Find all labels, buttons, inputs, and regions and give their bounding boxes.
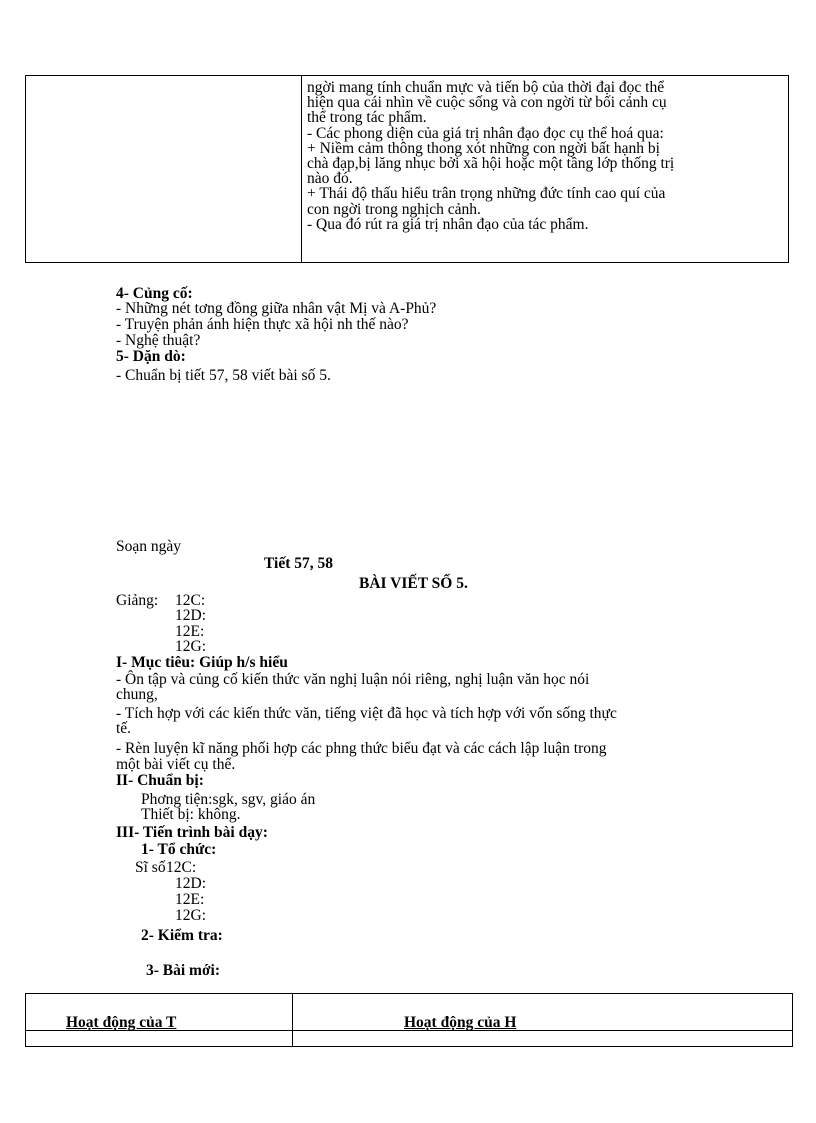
table-column-divider — [301, 76, 302, 262]
cell-line: + Niềm cảm thông thong xót những con ngời bất hạnh bị — [307, 139, 660, 157]
class-label: 12G: — [175, 907, 206, 924]
muctieu-heading: I- Mục tiêu: Giúp h/s hiểu — [116, 654, 288, 671]
muctieu-line: chung, — [116, 686, 158, 703]
activity-table — [25, 993, 793, 1047]
cell-line: - Các phong diện của giá trị nhân đạo đọc cụ thể hoá qua: — [307, 124, 664, 142]
teacher-activity-header: Hoạt động của T — [66, 1014, 177, 1031]
tientrinh-heading: III- Tiến trình bài dạy: — [116, 824, 268, 841]
cell-line: hiện qua cái nhìn về cuộc sống và con ngời từ bối cảnh cụ — [307, 94, 667, 112]
cell-line: con ngời trong nghịch cảnh. — [307, 200, 481, 218]
class-label: 12E: — [175, 891, 205, 908]
dando-heading: 5- Dặn dò: — [116, 348, 186, 365]
cell-line: + Thái độ thấu hiểu trân trọng những đức tính cao quí của — [307, 185, 666, 203]
class-label: 12D: — [175, 607, 206, 624]
cungco-item: - Nghệ thuật? — [116, 332, 201, 349]
cungco-item: - Những nét tơng đồng giữa nhân vật Mị và A-Phủ? — [116, 300, 437, 317]
cell-line: chà đạp,bị lăng nhục bởi xã hội hoặc một tầng lớp thống trị — [307, 155, 675, 173]
cell-line: ngời mang tính chuẩn mực và tiến bộ của thời đại đọc thể — [307, 79, 665, 96]
class-label: 12C: — [166, 859, 197, 876]
kiemtra-heading: 2- Kiểm tra: — [141, 927, 223, 944]
class-label: 12D: — [175, 875, 206, 892]
top-table — [25, 75, 789, 263]
lesson-period: Tiết 57, 58 — [264, 555, 334, 572]
cell-line: thể trong tác phẩm. — [307, 109, 427, 127]
chuanbi-line: Thiết bị: không. — [141, 806, 241, 823]
student-activity-header: Hoạt động của H — [404, 1014, 517, 1031]
giang-label: Giảng: — [116, 592, 159, 609]
top-table-right-cell — [307, 80, 785, 232]
class-label: 12E: — [175, 623, 205, 640]
page-title: BÀI VIẾT SỐ 5. — [359, 575, 468, 592]
chuanbi-line: Phơng tiện:sgk, sgv, giáo án — [141, 791, 316, 808]
muctieu-line: một bài viết cụ thể. — [116, 756, 236, 773]
cungco-item: - Truyện phản ánh hiện thực xã hội nh thế nào? — [116, 316, 409, 333]
dando-item: - Chuẩn bị tiết 57, 58 viết bài số 5. — [116, 367, 331, 384]
baimoi-heading: 3- Bài mới: — [146, 962, 221, 979]
muctieu-line: - Ôn tập và củng cố kiến thức văn nghị luận nói riêng, nghị luận văn học nói — [116, 671, 590, 688]
soan-ngay: Soạn ngày — [116, 538, 182, 555]
class-label: 12C: — [175, 592, 206, 609]
muctieu-line: tế. — [116, 720, 132, 737]
table-column-divider — [292, 994, 293, 1046]
chuanbi-heading: II- Chuẩn bị: — [116, 772, 204, 789]
cell-line: - Qua đó rút ra giá trị nhân đạo của tác phẩm. — [307, 215, 589, 233]
muctieu-line: - Rèn luyện kĩ năng phối hợp các phng thức biểu đạt và các cách lập luận trong — [116, 740, 607, 757]
tochuc-heading: 1- Tổ chức: — [141, 841, 217, 858]
cell-line: nào đó. — [307, 170, 353, 188]
siso-label: Sĩ số — [135, 859, 166, 876]
muctieu-line: - Tích hợp với các kiến thức văn, tiếng việt đã học và tích hợp với vốn sống thực — [116, 705, 617, 722]
cungco-heading: 4- Củng cố: — [116, 285, 193, 302]
class-label: 12G: — [175, 638, 206, 655]
